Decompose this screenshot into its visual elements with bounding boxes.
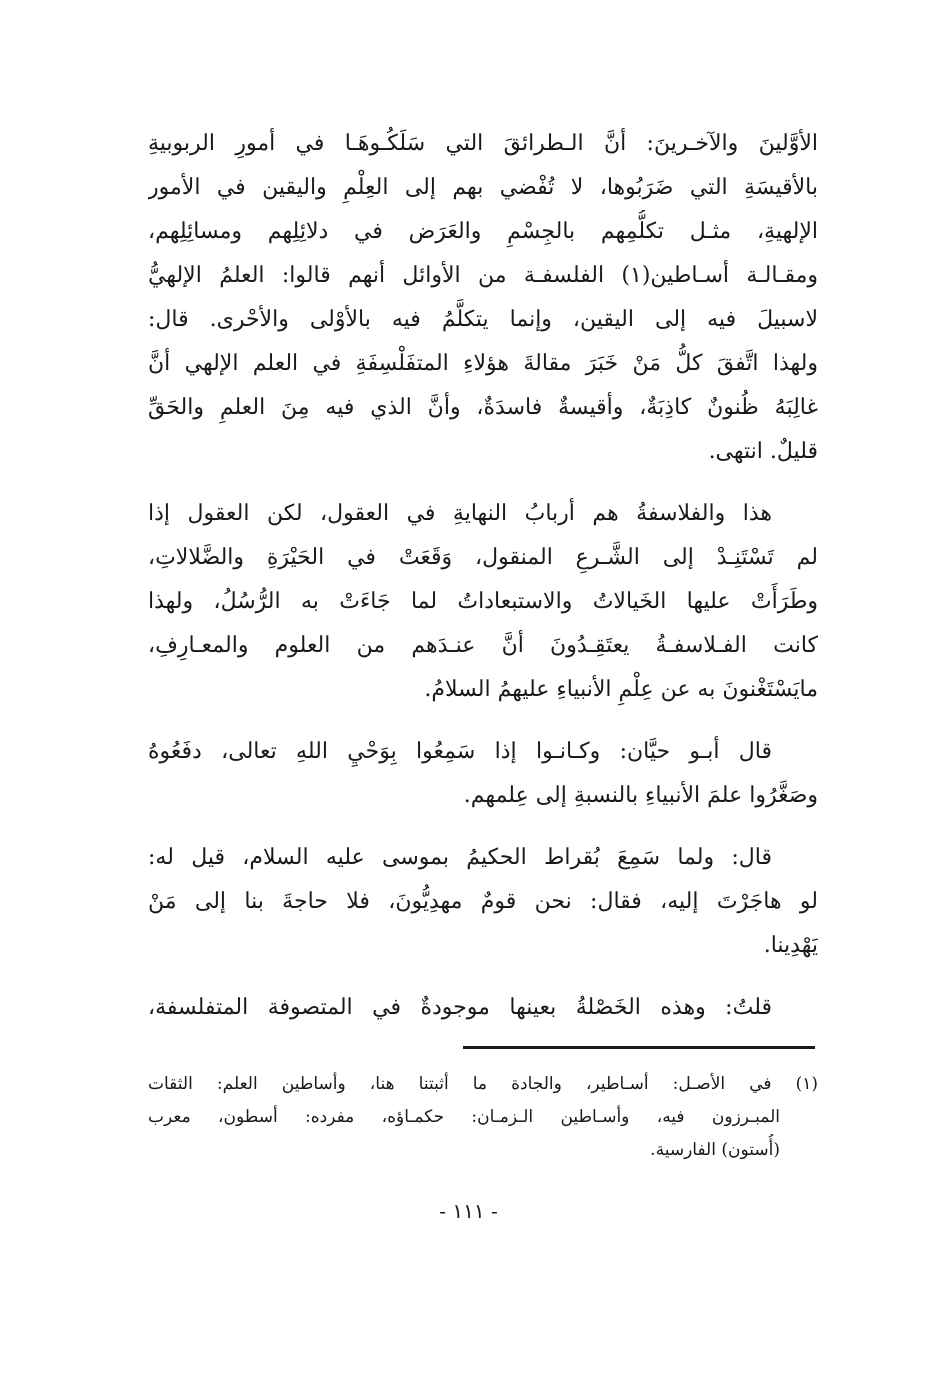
text-line: مايَسْتَغْنونَ به عن عِلْمِ الأنبياءِ عليهمُ السلامُ.	[424, 677, 818, 702]
page-number: - ١١١ -	[439, 1199, 498, 1223]
text-line: قال: ولما سَمِعَ بُقراط الحكيمُ بموسى عليه السلام، قيل له:	[148, 845, 772, 870]
text-line: وصَغَّرُوا علمَ الأنبياءِ بالنسبةِ إلى عِلمهم.	[463, 783, 818, 808]
text-line: لو هاجَرْتَ إليه، فقال: نحن قومٌ مهدِيُّونَ، فلا حاجةَ بنا إلى مَنْ	[148, 889, 818, 914]
text-line: وطَرَأَتْ عليها الخَيالاتُ والاستبعاداتُ لما جَاءَتْ به الرُّسُلُ، ولهذا	[148, 589, 818, 614]
text-line: الإلهيةِ، مثـل تكلُّمِهم بالجِسْمِ والعَرَض في دلائِلِهم ومسائِلِهم،	[148, 219, 818, 244]
main-text	[148, 122, 818, 1048]
footnote-line: المبـرزون فيه، وأسـاطين الـزمـان: حكمـاؤه، مفرده: أسطون، معرب	[148, 1107, 780, 1127]
text-line: قلتُ: وهذه الخَصْلةُ بعينها موجودةٌ في المتصوفة المتفلسفة،	[148, 995, 772, 1020]
paragraph-2	[148, 492, 818, 712]
text-line: ولهذا اتَّفقَ كلُّ مَنْ خَبَرَ مقالةَ هؤلاءِ المتفَلْسِفَةِ في العلم الإلهي أنَّ	[148, 351, 818, 376]
text-line: الأوَّلينَ والآخـرينَ: أنَّ الـطرائقَ التي سَلَكُـوهَـا في أمورِ الربوبيةِ	[148, 131, 818, 156]
text-line: بالأقيسَةِ التي ضَرَبُوها، لا تُفْضي بهم إلى العِلْمِ واليقين في الأمور	[148, 175, 818, 200]
text-line: لم تَسْتَنِـدْ إلى الشَّـرعِ المنقول، وَقَعَتْ في الحَيْرَةِ والضَّلالاتِ،	[148, 545, 818, 570]
paragraph-3	[148, 730, 818, 818]
paragraph-1	[148, 122, 818, 474]
text-line: يَهْدِينا.	[763, 933, 818, 958]
text-line: هذا والفلاسفةُ هم أربابُ النهايةِ في العقول، لكن العقول إذا	[148, 501, 772, 526]
text-line: ومقـالـة أسـاطين(١) الفلسفـة من الأوائل أنهم قالوا: العلمُ الإلهيُّ	[148, 263, 818, 288]
text-line: قال أبـو حيَّان: وكـانـوا إذا سَمِعُوا بِوَحْيِ اللهِ تعالى، دفَعُوهُ	[148, 739, 772, 764]
footnote	[148, 1068, 818, 1167]
paragraph-5	[148, 986, 818, 1030]
footnote-separator	[463, 1046, 815, 1049]
text-line: كانت الفـلاسفـةُ يعتَقِـدُونَ أنَّ عنـدَهم من العلوم والمعـارِفِ،	[148, 633, 818, 658]
text-line: غالِبَهُ ظُنونٌ كاذِبَةٌ، وأقيسةٌ فاسدَةٌ، وأنَّ الذي فيه مِنَ العلمِ والحَقِّ	[148, 395, 818, 420]
footnote-line: (أُستون) الفارسية.	[650, 1140, 780, 1160]
text-line: لاسبيلَ فيه إلى اليقين، وإنما يتكلَّمُ فيه بالأوْلى والأحْرى. قال:	[148, 307, 818, 332]
text-line: قليلٌ. انتهى.	[708, 439, 818, 464]
footnote-line: (١) في الأصـل: أسـاطير، والجادة ما أثبتنا هنا، وأساطين العلم: الثقات	[148, 1074, 818, 1094]
paragraph-4	[148, 836, 818, 968]
